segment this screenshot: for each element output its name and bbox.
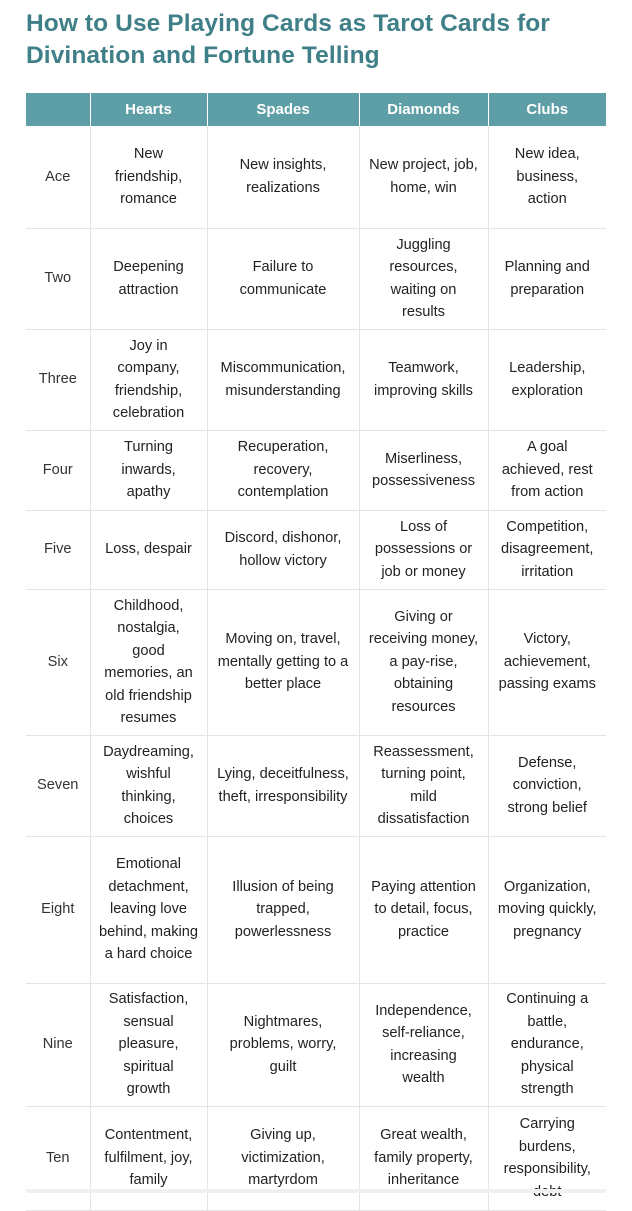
hearts-cell: Satisfaction, sensual pleasure, spiritual growth	[90, 983, 207, 1106]
header-cell-spades: Spades	[207, 93, 359, 126]
card-label: Four	[26, 430, 90, 510]
card-label: Eight	[26, 836, 90, 983]
card-label: Ace	[26, 126, 90, 228]
diamonds-cell: Giving or receiving money, a pay-rise, obtaining resources	[359, 589, 488, 735]
diamonds-cell: Loss of possessions or job or money	[359, 510, 488, 589]
clubs-cell: Defense, conviction, strong belief	[488, 735, 606, 836]
clubs-cell: Competition, disagreement, irritation	[488, 510, 606, 589]
hearts-cell: Daydreaming, wishful thinking, choices	[90, 735, 207, 836]
table-row	[26, 329, 606, 430]
header-cell-empty	[26, 93, 90, 126]
diamonds-cell: Independence, self-reliance, increasing wealth	[359, 983, 488, 1106]
diamonds-cell: Great wealth, family property, inheritance	[359, 1106, 488, 1210]
clubs-cell: Leadership, exploration	[488, 329, 606, 430]
hearts-cell: New friendship, romance	[90, 126, 207, 228]
diamonds-cell: Teamwork, improving skills	[359, 329, 488, 430]
spades-cell: Illusion of being trapped, powerlessness	[207, 836, 359, 983]
spades-cell: Failure to communicate	[207, 228, 359, 329]
clubs-cell: Carrying burdens, responsibility,	[488, 1106, 606, 1210]
table-row	[26, 1106, 606, 1210]
hearts-cell: Deepening attraction	[90, 228, 207, 329]
card-meanings-table	[26, 93, 606, 1211]
diamonds-cell: Miserliness, possessiveness	[359, 430, 488, 510]
spades-cell: Recuperation, recovery, contemplation	[207, 430, 359, 510]
bottom-divider	[26, 1189, 606, 1193]
card-label: Two	[26, 228, 90, 329]
table-row	[26, 228, 606, 329]
header-cell-clubs: Clubs	[488, 93, 606, 126]
diamonds-cell: New project, job, home, win	[359, 126, 488, 228]
table-header-row	[26, 93, 606, 126]
spades-cell: Discord, dishonor, hollow victory	[207, 510, 359, 589]
table-row	[26, 126, 606, 228]
clubs-cell: Organization, moving quickly, pregnancy	[488, 836, 606, 983]
spades-cell: Lying, deceitfulness, theft, irresponsibility	[207, 735, 359, 836]
hearts-cell: Loss, despair	[90, 510, 207, 589]
header-cell-hearts: Hearts	[90, 93, 207, 126]
table-row	[26, 836, 606, 983]
table-row	[26, 510, 606, 589]
clubs-cell: New idea, business, action	[488, 126, 606, 228]
diamonds-cell: Paying attention to detail, focus, practice	[359, 836, 488, 983]
page-title: How to Use Playing Cards as Tarot Cards for Divination and Fortune Telling	[26, 10, 550, 69]
hearts-cell: Contentment, fulfilment, joy, family	[90, 1106, 207, 1210]
clubs-cell: Planning and preparation	[488, 228, 606, 329]
diamonds-cell: Juggling resources, waiting on results	[359, 228, 488, 329]
card-label: Six	[26, 589, 90, 735]
spades-cell: New insights, realizations	[207, 126, 359, 228]
spades-cell: Giving up, victimization, martyrdom	[207, 1106, 359, 1210]
hearts-cell: Emotional detachment, leaving love behind, making a hard choice	[90, 836, 207, 983]
spades-cell: Moving on, travel, mentally getting to a better place	[207, 589, 359, 735]
table-row	[26, 430, 606, 510]
clubs-cell: Continuing a battle, endurance, physical strength	[488, 983, 606, 1106]
card-label: Five	[26, 510, 90, 589]
spades-cell: Miscommunication, misunderstanding	[207, 329, 359, 430]
clubs-cell: A goal achieved, rest from action	[488, 430, 606, 510]
diamonds-cell: Reassessment, turning point, mild dissatisfaction	[359, 735, 488, 836]
hearts-cell: Joy in company, friendship, celebration	[90, 329, 207, 430]
card-label: Nine	[26, 983, 90, 1106]
table-row	[26, 983, 606, 1106]
header-cell-diamonds: Diamonds	[359, 93, 488, 126]
card-label: Seven	[26, 735, 90, 836]
table-row	[26, 589, 606, 735]
clubs-cell: Victory, achievement, passing exams	[488, 589, 606, 735]
hearts-cell: Childhood, nostalgia, good memories, an old friendship resumes	[90, 589, 207, 735]
hearts-cell: Turning inwards, apathy	[90, 430, 207, 510]
card-label: Ten	[26, 1106, 90, 1210]
spades-cell: Nightmares, problems, worry, guilt	[207, 983, 359, 1106]
table-row	[26, 735, 606, 836]
card-label: Three	[26, 329, 90, 430]
